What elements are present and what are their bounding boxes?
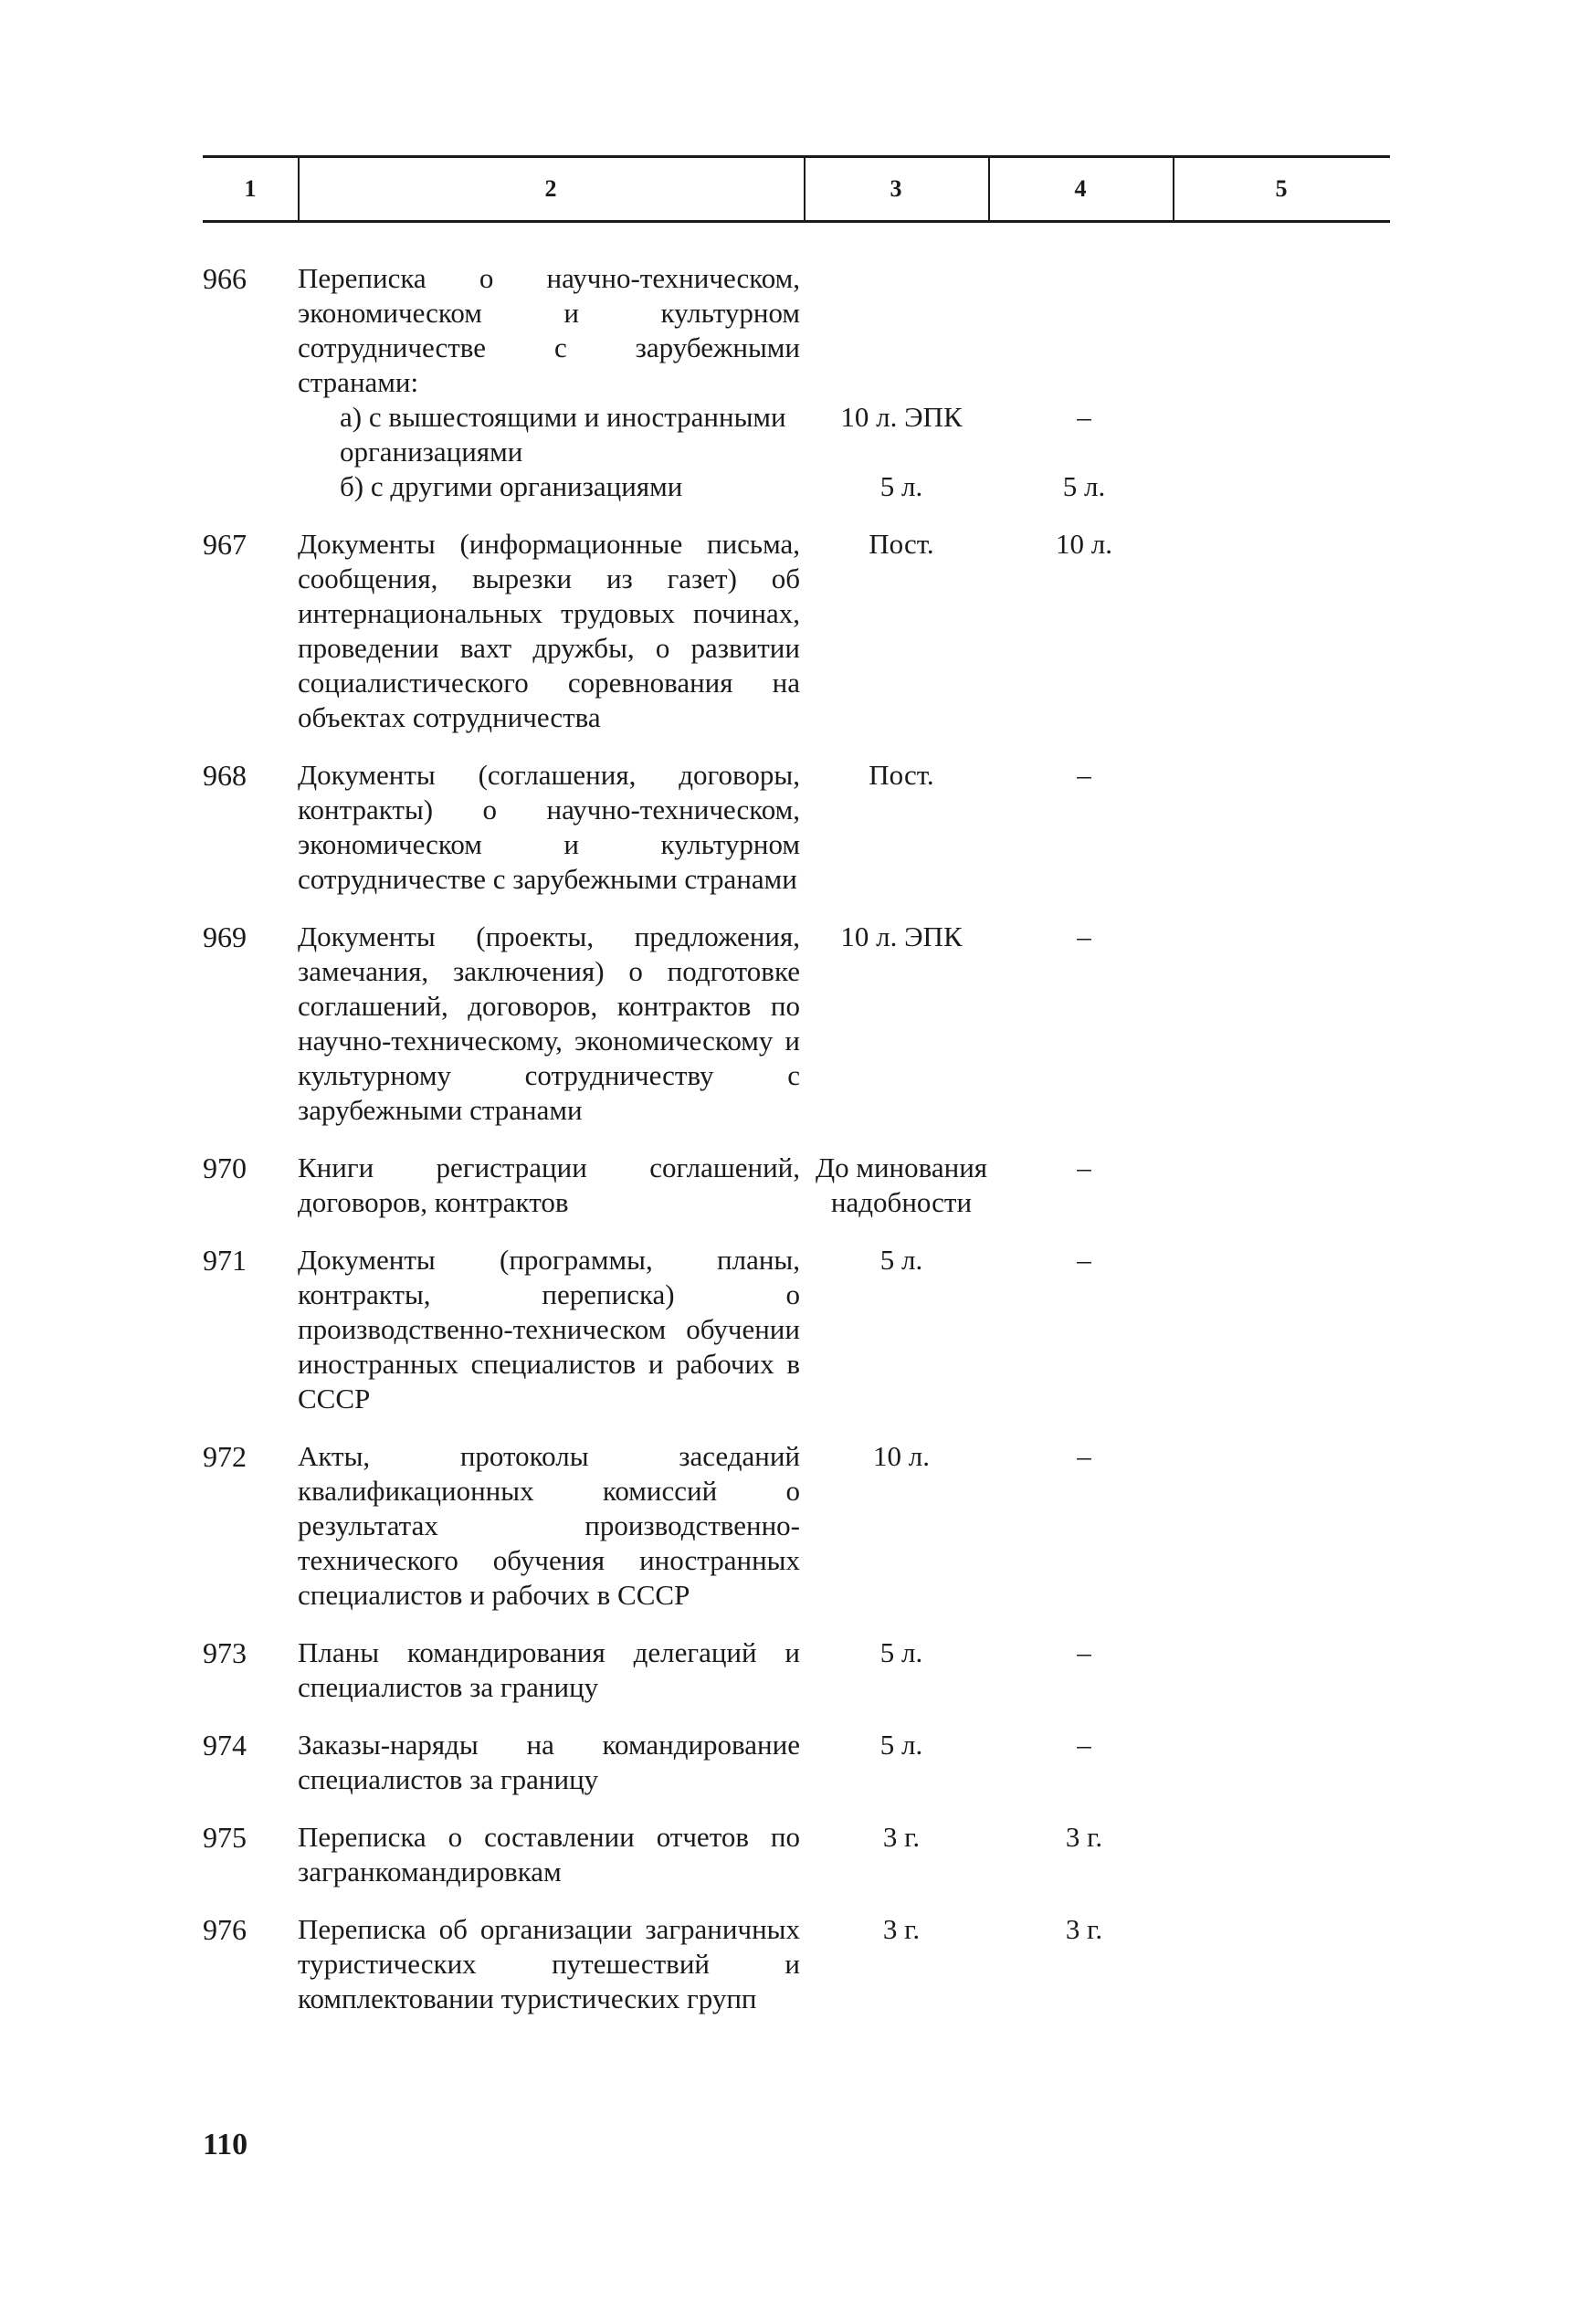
- row-description: Акты, протоколы заседаний квалификационных комиссий о результатах производственно-технического обучения иностранных специалистов и рабочих в СССР: [298, 1440, 800, 1611]
- header-col-3: 3: [890, 175, 902, 202]
- table-row: [203, 758, 1390, 897]
- retention-period: До минования надобности: [815, 1151, 988, 1218]
- table-row: [203, 1439, 1390, 1613]
- retention-period: 10 л. ЭПК: [840, 401, 963, 433]
- table-row: [203, 261, 1390, 504]
- row-number: 966: [203, 262, 247, 295]
- retention-period: 5 л.: [879, 1244, 923, 1276]
- retention-period-alt: –: [1077, 1636, 1091, 1668]
- row-description: Переписка о составлении отчетов по загранкомандировкам: [298, 1821, 800, 1888]
- row-number: 974: [203, 1729, 247, 1761]
- retention-period-alt: 10 л.: [1056, 528, 1112, 560]
- row-description: Заказы-наряды на командирование специалистов за границу: [298, 1729, 800, 1795]
- retention-period: 3 г.: [882, 1913, 921, 1945]
- row-number: 970: [203, 1151, 247, 1184]
- sub-item-description: б) с другими организациями: [340, 470, 683, 502]
- table-header: [203, 155, 1390, 223]
- header-col-5: 5: [1275, 175, 1288, 202]
- retention-period: Пост.: [869, 759, 934, 791]
- retention-period-alt: 3 г.: [1065, 1913, 1103, 1945]
- retention-period-alt: 5 л.: [1062, 470, 1106, 502]
- header-col-1: 1: [244, 175, 257, 202]
- page-number: 110: [203, 2128, 248, 2161]
- row-description: Планы командирования делегаций и специалистов за границу: [298, 1636, 800, 1703]
- retention-period: 3 г.: [882, 1821, 921, 1853]
- table-row: [203, 1151, 1390, 1220]
- retention-period: 10 л. ЭПК: [840, 920, 963, 952]
- retention-period: 5 л.: [879, 1729, 923, 1761]
- row-description: Документы (программы, планы, контракты, переписка) о производственно-техническом обучении иностранных специалистов и рабочих в СССР: [298, 1244, 800, 1414]
- table-row: [203, 1635, 1390, 1705]
- header-col-2: 2: [544, 175, 557, 202]
- retention-period: 5 л.: [879, 1636, 923, 1668]
- row-number: 976: [203, 1913, 247, 1946]
- table-row: [203, 1912, 1390, 2016]
- row-description: Переписка о научно-техническом, экономическом и культурном сотрудничестве с зарубежными странами:: [298, 262, 800, 398]
- retention-period-alt: –: [1077, 1440, 1091, 1472]
- row-description: Переписка об организации заграничных туристических путешествий и комплектовании туристических групп: [298, 1913, 800, 2014]
- row-description: Книги регистрации соглашений, договоров, контрактов: [298, 1151, 800, 1218]
- sub-item: [203, 400, 1390, 469]
- table-body: [203, 261, 1390, 2039]
- retention-period-alt: 3 г.: [1065, 1821, 1103, 1853]
- header-col-4: 4: [1074, 175, 1087, 202]
- row-number: 968: [203, 759, 247, 792]
- sub-item-description: а) с вышестоящими и иностранными организациями: [340, 401, 786, 468]
- row-number: 972: [203, 1440, 247, 1473]
- row-number: 973: [203, 1636, 247, 1669]
- retention-period-alt: –: [1077, 1729, 1091, 1761]
- row-number: 967: [203, 528, 247, 561]
- retention-period-alt: –: [1077, 401, 1091, 433]
- table-row: [203, 1728, 1390, 1797]
- retention-period-alt: –: [1077, 920, 1091, 952]
- row-number: 969: [203, 920, 247, 953]
- table-row: [203, 920, 1390, 1128]
- row-description: Документы (проекты, предложения, замечания, заключения) о подготовке соглашений, договоров, контрактов по научно-техническому, экономическому и культурному сотрудничеству с зарубежными странами: [298, 920, 800, 1126]
- row-description: Документы (соглашения, договоры, контракты) о научно-техническом, экономическом и культурном сотрудничестве с зарубежными странами: [298, 759, 800, 895]
- row-description: Документы (информационные письма, сообщения, вырезки из газет) об интернациональных трудовых починах, проведении вахт дружбы, о развитии социалистического соревнования на объектах сотрудничества: [298, 528, 800, 733]
- retention-period: Пост.: [869, 528, 934, 560]
- row-number: 975: [203, 1821, 247, 1854]
- retention-period: 10 л.: [873, 1440, 930, 1472]
- table-row: [203, 527, 1390, 735]
- table-row: [203, 1243, 1390, 1416]
- table-row: [203, 1820, 1390, 1889]
- retention-period-alt: –: [1077, 1151, 1091, 1183]
- sub-item: [203, 469, 1390, 504]
- retention-period-alt: –: [1077, 759, 1091, 791]
- retention-period-alt: –: [1077, 1244, 1091, 1276]
- retention-period: 5 л.: [879, 470, 923, 502]
- row-number: 971: [203, 1244, 247, 1277]
